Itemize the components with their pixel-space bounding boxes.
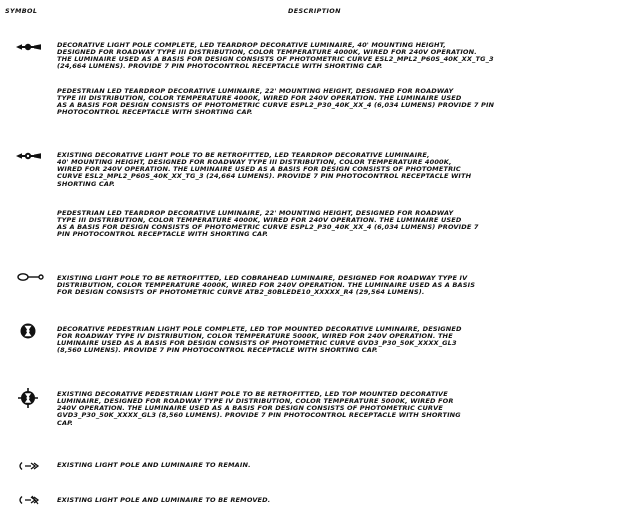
legend-description: EXISTING DECORATIVE LIGHT POLE TO BE RETROFITTED, LED TEARDROP DECORATIVE LUMINAIRE, 40' MOUNTING HEIGHT, DESIGNED FOR ROADWAY TYPE III DISTRIBUTION, COLOR TEMPERATURE 4000K, WIRED FOR 240V OPERATION. THE LUMINAIRE USED AS A BASIS FOR DESIGN CONSISTS OF PHOTOMETRIC CURVE ESL2_MPL2_P60S_40K_XX_TG_3 (24,664 LUMENS). PROVIDE 7 PIN PHOTOCONTROL RECEPTACLE WITH SHORTING CAP. bbox=[57, 151, 472, 188]
retrofit-decorative-light-pole-icon bbox=[14, 150, 48, 166]
legend-description: PEDESTRIAN LED TEARDROP DECORATIVE LUMINAIRE, 22' MOUNTING HEIGHT, DESIGNED FOR ROADWAY TYPE III DISTRIBUTION, COLOR TEMPERATURE 4000K, WIRED FOR 240V OPERATION. THE LUMINAIRE USED AS A BASIS FOR DESIGN CONSISTS OF PHOTOMETRIC CURVE ESPL2_P30_40K_XX_4 (6,034 LUMENS) PROVIDE 7 PIN PHOTOCONTROL RECEPTACLE WITH SHORTING CAP. bbox=[57, 87, 495, 117]
legend-description: EXISTING DECORATIVE PEDESTRIAN LIGHT POLE TO BE RETROFITTED, LED TOP MOUNTED DECORATIVE LUMINAIRE, DESIGNED FOR ROADWAY TYPE IV DISTRIBUTION, COLOR TEMPERATURE 5000K, WIRED FOR 240V OPERATION. THE LUMINAIRE USED AS A BASIS FOR DESIGN CONSISTS OF PHOTOMETRIC CURVE GVD3_P30_50K_XXXX_GL3 (8,560 LUMENS). PROVIDE 7 PIN PHOTOCONTROL RECEPTACLE WITH SHORTING CAP. bbox=[57, 390, 461, 427]
legend-description: DECORATIVE PEDESTRIAN LIGHT POLE COMPLETE, LED TOP MOUNTED DECORATIVE LUMINAIRE, DESIGNED FOR ROADWAY TYPE IV DISTRIBUTION, COLOR TEMPERATURE 5000K, WIRED FOR 240V OPERATION. THE LUMINAIRE USED AS A BASIS FOR DESIGN CONSISTS OF PHOTOMETRIC CURVE GVD3_P30_50K_XXXX_GL3 (8,560 LUMENS). PROVIDE 7 PIN PHOTOCONTROL RECEPTACLE WITH SHORTING CAP. bbox=[57, 325, 462, 355]
retrofit-pedestrian-light-pole-icon bbox=[14, 388, 48, 408]
existing-light-remain-icon bbox=[14, 460, 48, 476]
legend-description: PEDESTRIAN LED TEARDROP DECORATIVE LUMINAIRE, 22' MOUNTING HEIGHT, DESIGNED FOR ROADWAY TYPE III DISTRIBUTION, COLOR TEMPERATURE 4000K, WIRED FOR 240V OPERATION. THE LUMINAIRE USED AS A BASIS FOR DESIGN CONSISTS OF PHOTOMETRIC CURVE ESPL2_P30_40K_XX_4 (6,034 LUMENS) PROVIDE 7 PIN PHOTOCONTROL RECEPTACLE WITH SHORTING CAP. bbox=[57, 209, 479, 239]
legend-header-symbol: SYMBOL bbox=[5, 7, 38, 15]
pedestrian-light-pole-icon bbox=[14, 322, 48, 340]
existing-light-remove-icon bbox=[14, 494, 48, 510]
legend-description: EXISTING LIGHT POLE TO BE RETROFITTED, LED COBRAHEAD LUMINAIRE, DESIGNED FOR ROADWAY TYPE IV DISTRIBUTION, COLOR TEMPERATURE 4000K, WIRED FOR 240V OPERATION. THE LUMINAIRE USED AS A BASIS FOR DESIGN CONSISTS OF PHOTOMETRIC CURVE ATB2_80BLEDE10_XXXXX_R4 (29,564 LUMENS). bbox=[57, 274, 476, 297]
legend-description: EXISTING LIGHT POLE AND LUMINAIRE TO BE REMOVED. bbox=[57, 496, 271, 504]
legend-description: DECORATIVE LIGHT POLE COMPLETE, LED TEARDROP DECORATIVE LUMINAIRE, 40' MOUNTING HEIGHT, DESIGNED FOR ROADWAY TYPE III DISTRIBUTION, COLOR TEMPERATURE 4000K, WIRED FOR 240V OPERATION. THE LUMINAIRE USED AS A BASIS FOR DESIGN CONSISTS OF PHOTOMETRIC CURVE ESL2_MPL2_P60S_40K_XX_TG_3 (24,664 LUMENS). PROVIDE 7 PIN PHOTOCONTROL RECEPTACLE WITH SHORTING CAP. bbox=[57, 41, 494, 71]
legend-header-description: DESCRIPTION bbox=[288, 7, 341, 15]
legend-description: EXISTING LIGHT POLE AND LUMINAIRE TO REMAIN. bbox=[57, 461, 251, 469]
decorative-light-pole-icon bbox=[14, 41, 48, 57]
cobrahead-retrofit-icon bbox=[14, 271, 48, 287]
